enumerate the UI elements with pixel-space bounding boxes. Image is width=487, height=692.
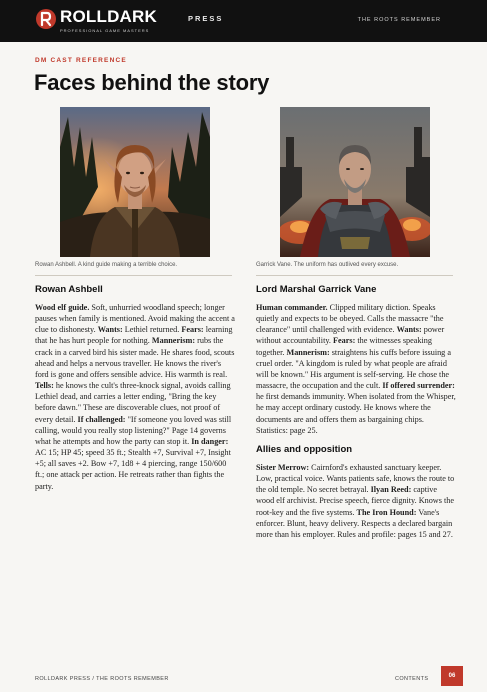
field-text: Cairnford's exhausted sanctuary keeper. Low, practical voice. Wants patients safe, knows the route to the old temple. No secret betrayal. <box>256 462 455 495</box>
page-number: 06 <box>441 666 463 686</box>
page-header <box>0 0 487 42</box>
npc-heading-garrick: Lord Marshal Garrick Vane <box>256 284 377 295</box>
page-title: Faces behind the story <box>34 70 270 95</box>
column-divider <box>256 275 453 276</box>
field-label: Fears: <box>333 336 356 346</box>
field-text: rubs the crack in a carved bird his sister made. He shares food, scouts ahead and helps a nervous traveller. He knows the river's ford is gone and offers sensible advice. His warmth is real. <box>35 336 235 379</box>
field-label: If offered surrender: <box>382 381 455 391</box>
field-text: straightens his cuffs before issuing a cruel order. "A kingdom is ruled by what people are afraid will be known." His argument is self-serving. He chose the massacre, the occupation and the cult. <box>256 347 451 391</box>
npc-description-garrick <box>256 302 456 436</box>
portrait-garrick-vane <box>280 107 430 257</box>
field-label: Wants: <box>396 325 422 335</box>
field-label: Wood elf guide. <box>35 303 90 312</box>
field-text: Vane's enforcer. Blunt, heavy delivery. Respects a declared bargain more than his employer. Rules and profile: pages 15 and 27. <box>256 507 453 539</box>
portrait-caption-rowan: Rowan Ashbell. A kind guide making a terrible choice. <box>35 262 178 268</box>
field-label: The Iron Hound: <box>356 507 417 517</box>
imprint-label: PRESS <box>188 14 224 23</box>
field-label: In danger: <box>191 436 229 446</box>
column-left <box>35 284 235 492</box>
field-label: Sister Merrow: <box>256 462 310 472</box>
field-text: Lethiel returned. <box>122 325 182 335</box>
field-text: learning that he has hurt people for nothing. <box>35 325 233 346</box>
field-label: If challenged: <box>77 414 126 424</box>
field-label: Wants: <box>97 325 123 335</box>
portrait-rowan-ashbell <box>60 107 210 257</box>
rolldark-logo-icon <box>35 8 57 30</box>
allies-heading: Allies and opposition <box>256 443 353 455</box>
field-text: he knows the cult's three-knock signal, avoids calling Lethiel dead, and carries a letter ending, "Bring the key before dawn." These are discoverable clues, not proof of every detail. <box>35 381 231 424</box>
field-label: Mannerism: <box>151 336 196 346</box>
footer-running-title: ROLLDARK PRESS / THE ROOTS REMEMBER <box>35 676 169 682</box>
field-text: AC 15; HP 45; speed 35 ft.; Stealth +7, Survival +7, Insight +5; all saves +2. Bow +7, 1d8 + 4 piercing, range 150/600 ft.; one attack per action. He retreats rather than fights the party. <box>35 448 231 491</box>
field-text: power without accountability. <box>256 325 445 346</box>
series-title: THE ROOTS REMEMBER <box>357 17 441 23</box>
field-label: Human commander. <box>256 303 328 312</box>
brand-tagline: PROFESSIONAL GAME MASTERS <box>60 28 150 33</box>
field-label: Ilyan Reed: <box>370 485 412 495</box>
field-label: Mannerism: <box>286 347 330 357</box>
field-label: Fears: <box>181 325 204 335</box>
allies-description <box>256 462 456 540</box>
field-text: Clipped military diction. Speaks quietly and expects to be obeyed. Calls the massacre "the clearance" until challenged with evidence. <box>256 303 444 335</box>
field-text: captive wood elf archivist. Precise speech, fierce dignity. Knows the root-key and the five systems. <box>256 485 454 517</box>
npc-description-rowan <box>35 302 235 492</box>
field-text: the witnesses speaking together. <box>256 336 432 357</box>
field-text: Soft, unhurried woodland speech; longer pauses when family is mentioned. Avoid making the accent a clue to dishonesty. <box>35 303 235 335</box>
field-text: he first demands immunity. When isolated from the Whisper, he may accept ordinary custody. He knows where the documents are and offers them as bargaining chips. Statistics: page 25. <box>256 392 456 435</box>
rowan-portrait-image <box>60 107 210 257</box>
section-kicker: DM CAST REFERENCE <box>35 57 127 64</box>
column-divider <box>35 275 232 276</box>
column-right <box>256 284 456 540</box>
field-text: "If someone you loved was still calling, would you really stop listening?" Page 14 governs what he attempts and how the party can stop it. <box>35 414 232 446</box>
portrait-caption-garrick: Garrick Vane. The uniform has outlived every excuse. <box>256 262 399 268</box>
field-label: Tells: <box>35 381 54 391</box>
footer-contents-link[interactable]: CONTENTS <box>395 676 429 682</box>
npc-heading-rowan: Rowan Ashbell <box>35 284 103 295</box>
garrick-portrait-image <box>280 107 430 257</box>
brand-name: ROLLDARK <box>60 7 157 26</box>
